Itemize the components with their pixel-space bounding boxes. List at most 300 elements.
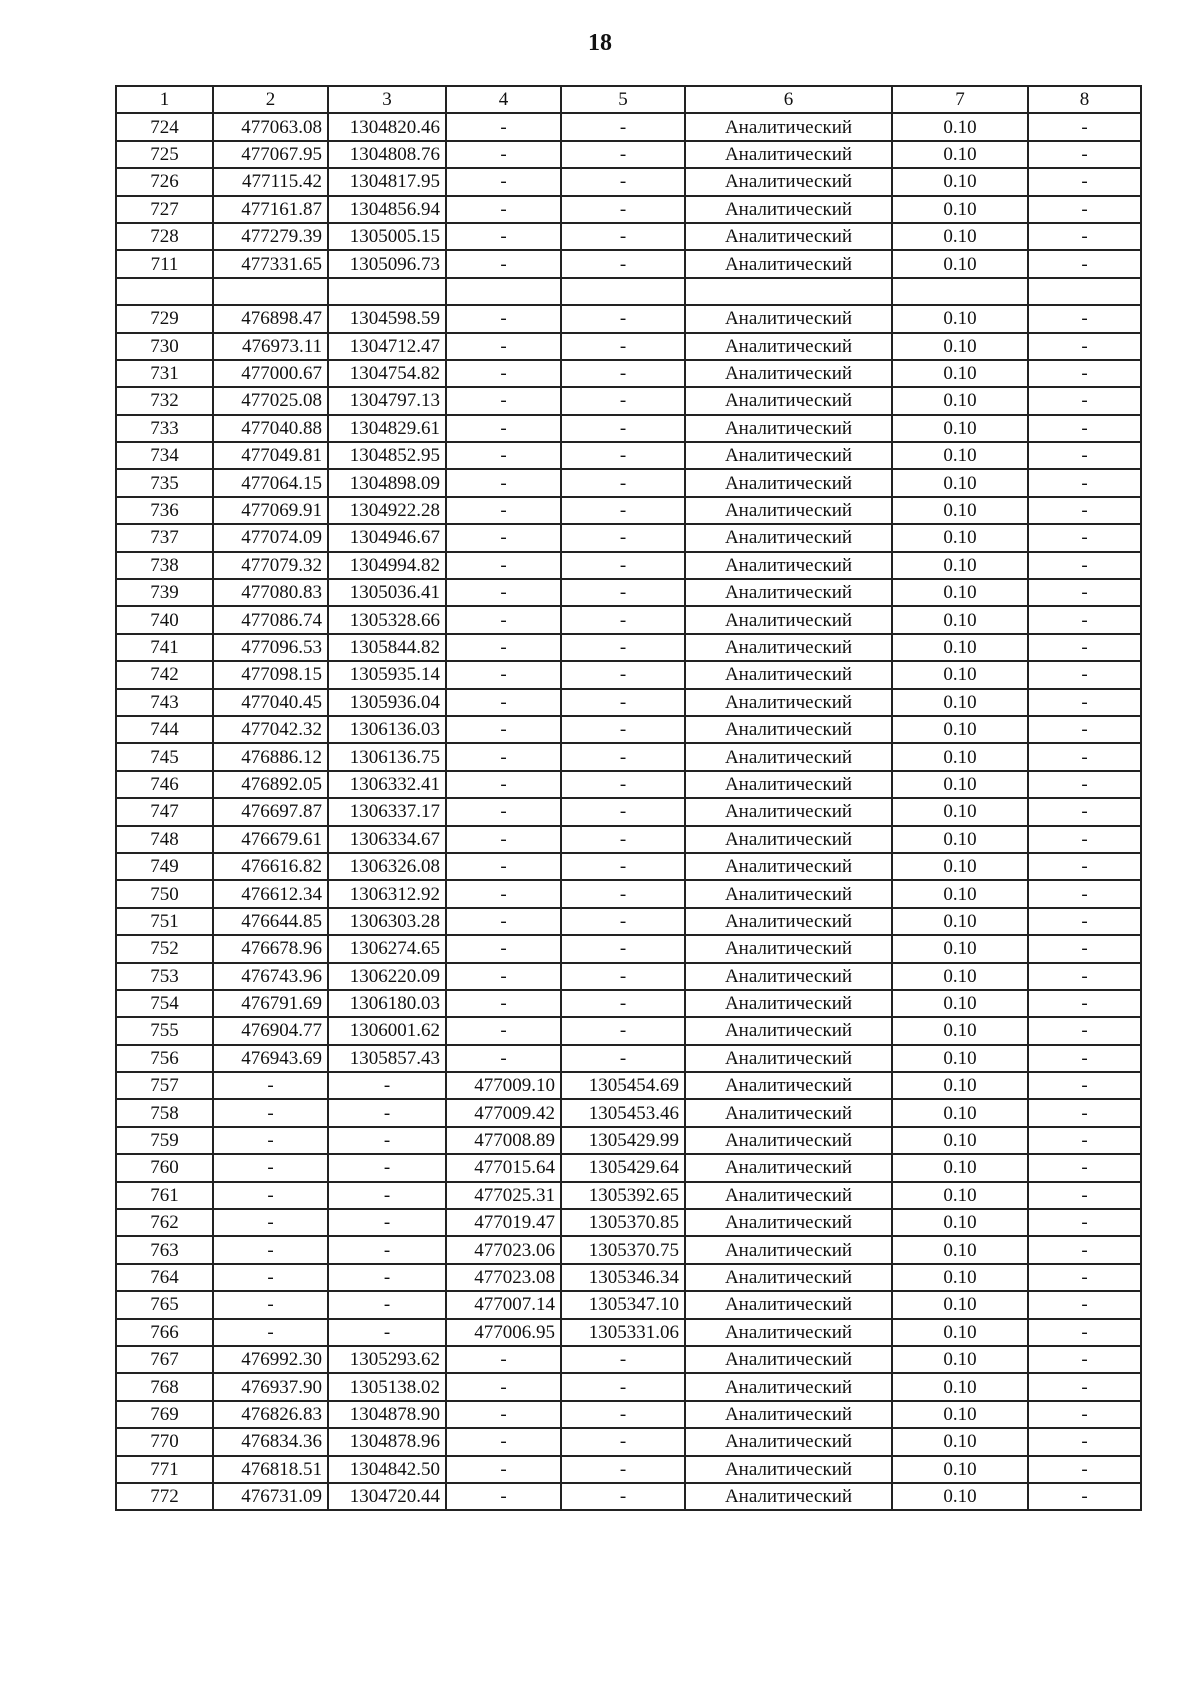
table-cell-col-2: 476644.85 <box>213 908 328 935</box>
table-cell-col-4: - <box>446 196 561 223</box>
table-row <box>116 853 1141 880</box>
table-cell-col-1: 772 <box>116 1483 213 1510</box>
table-cell-col-6: Аналитический <box>685 853 892 880</box>
table-cell-col-6: Аналитический <box>685 1319 892 1346</box>
table-cell-col-2: 476731.09 <box>213 1483 328 1510</box>
table-cell-col-3: 1306220.09 <box>328 963 446 990</box>
table-cell-col-1: 732 <box>116 387 213 414</box>
table-cell-col-4: 477008.89 <box>446 1127 561 1154</box>
table-cell-col-6: Аналитический <box>685 552 892 579</box>
table-cell-col-2 <box>213 278 328 305</box>
table-cell-col-8: - <box>1028 716 1141 743</box>
table-cell-col-6: Аналитический <box>685 798 892 825</box>
table-row <box>116 1236 1141 1263</box>
table-cell-col-8: - <box>1028 963 1141 990</box>
column-header-1: 1 <box>116 86 213 113</box>
table-cell-col-5: - <box>561 1483 685 1510</box>
table-cell-col-3: 1306274.65 <box>328 935 446 962</box>
table-row <box>116 908 1141 935</box>
table-cell-col-8: - <box>1028 661 1141 688</box>
table-cell-col-5: 1305453.46 <box>561 1099 685 1126</box>
table-cell-col-2: - <box>213 1182 328 1209</box>
table-cell-col-1: 731 <box>116 360 213 387</box>
table-cell-col-5: - <box>561 1346 685 1373</box>
table-cell-col-5: - <box>561 1017 685 1044</box>
table-cell-col-5: - <box>561 716 685 743</box>
table-cell-col-2: - <box>213 1072 328 1099</box>
table-cell-col-4: - <box>446 1483 561 1510</box>
table-row <box>116 1154 1141 1181</box>
table-cell-col-1: 743 <box>116 689 213 716</box>
table-cell-col-7: 0.10 <box>892 1346 1028 1373</box>
table-cell-col-7: 0.10 <box>892 826 1028 853</box>
table-cell-col-3: 1306337.17 <box>328 798 446 825</box>
table-cell-col-7: 0.10 <box>892 963 1028 990</box>
table-cell-col-3: 1305844.82 <box>328 634 446 661</box>
table-cell-col-3: 1304922.28 <box>328 497 446 524</box>
table-cell-col-1: 711 <box>116 250 213 277</box>
table-cell-col-7: 0.10 <box>892 524 1028 551</box>
table-cell-col-5 <box>561 278 685 305</box>
table-cell-col-5: - <box>561 990 685 1017</box>
table-cell-col-4: - <box>446 1373 561 1400</box>
table-cell-col-6: Аналитический <box>685 1072 892 1099</box>
table-cell-col-8: - <box>1028 1045 1141 1072</box>
table-cell-col-4: - <box>446 360 561 387</box>
table-cell-col-1: 747 <box>116 798 213 825</box>
table-cell-col-2: - <box>213 1236 328 1263</box>
table-cell-col-6: Аналитический <box>685 579 892 606</box>
table-row <box>116 524 1141 551</box>
table-row <box>116 415 1141 442</box>
table-cell-col-2: 476743.96 <box>213 963 328 990</box>
table-cell-col-5: - <box>561 606 685 633</box>
table-cell-col-8: - <box>1028 853 1141 880</box>
table-cell-col-2: 476892.05 <box>213 771 328 798</box>
table-cell-col-7: 0.10 <box>892 990 1028 1017</box>
table-cell-col-6: Аналитический <box>685 1264 892 1291</box>
table-cell-col-1: 737 <box>116 524 213 551</box>
table-cell-col-6: Аналитический <box>685 524 892 551</box>
table-cell-col-7: 0.10 <box>892 634 1028 661</box>
table-cell-col-5: - <box>561 908 685 935</box>
table-cell-col-8: - <box>1028 442 1141 469</box>
table-cell-col-2: 477074.09 <box>213 524 328 551</box>
table-cell-col-7: 0.10 <box>892 1182 1028 1209</box>
column-header-4: 4 <box>446 86 561 113</box>
table-cell-col-3: 1305328.66 <box>328 606 446 633</box>
table-cell-col-7: 0.10 <box>892 415 1028 442</box>
table-cell-col-1: 739 <box>116 579 213 606</box>
table-cell-col-1: 724 <box>116 113 213 140</box>
table-cell-col-3: 1304808.76 <box>328 141 446 168</box>
table-cell-col-1: 749 <box>116 853 213 880</box>
table-cell-col-4: - <box>446 113 561 140</box>
table-cell-col-3: 1304820.46 <box>328 113 446 140</box>
table-row <box>116 387 1141 414</box>
table-cell-col-4: - <box>446 743 561 770</box>
table-cell-col-2: 476678.96 <box>213 935 328 962</box>
table-cell-col-1: 753 <box>116 963 213 990</box>
table-cell-col-6: Аналитический <box>685 415 892 442</box>
table-row <box>116 1373 1141 1400</box>
table-cell-col-7: 0.10 <box>892 223 1028 250</box>
table-cell-col-1: 726 <box>116 168 213 195</box>
table-row <box>116 469 1141 496</box>
table-cell-col-8: - <box>1028 1373 1141 1400</box>
table-cell-col-7: 0.10 <box>892 196 1028 223</box>
table-cell-col-4: - <box>446 689 561 716</box>
table-cell-col-4: 477009.10 <box>446 1072 561 1099</box>
table-row <box>116 1017 1141 1044</box>
table-row <box>116 1072 1141 1099</box>
table-cell-col-4: - <box>446 1045 561 1072</box>
table-row <box>116 963 1141 990</box>
table-cell-col-8: - <box>1028 1428 1141 1455</box>
table-cell-col-1: 741 <box>116 634 213 661</box>
table-cell-col-1: 738 <box>116 552 213 579</box>
table-cell-col-4: - <box>446 1346 561 1373</box>
table-row <box>116 1291 1141 1318</box>
table-cell-col-6: Аналитический <box>685 1017 892 1044</box>
table-cell-col-5: - <box>561 963 685 990</box>
table-cell-col-7: 0.10 <box>892 1401 1028 1428</box>
table-cell-col-7: 0.10 <box>892 1154 1028 1181</box>
table-cell-col-4: - <box>446 469 561 496</box>
table-row <box>116 1264 1141 1291</box>
table-cell-col-3: - <box>328 1072 446 1099</box>
table-cell-col-5: - <box>561 305 685 332</box>
table-cell-col-5: - <box>561 168 685 195</box>
table-cell-col-5: 1305346.34 <box>561 1264 685 1291</box>
table-cell-col-1: 764 <box>116 1264 213 1291</box>
table-cell-col-2: 476904.77 <box>213 1017 328 1044</box>
table-row <box>116 1319 1141 1346</box>
table-cell-col-3: - <box>328 1264 446 1291</box>
table-cell-col-5: - <box>561 798 685 825</box>
table-cell-col-1: 762 <box>116 1209 213 1236</box>
table-cell-col-3: - <box>328 1127 446 1154</box>
table-row <box>116 1346 1141 1373</box>
table-cell-col-1: 771 <box>116 1456 213 1483</box>
table-row <box>116 278 1141 305</box>
table-cell-col-1: 757 <box>116 1072 213 1099</box>
table-cell-col-1: 756 <box>116 1045 213 1072</box>
table-cell-col-5: - <box>561 1401 685 1428</box>
table-cell-col-4: 477025.31 <box>446 1182 561 1209</box>
table-cell-col-1: 729 <box>116 305 213 332</box>
table-cell-col-7 <box>892 278 1028 305</box>
table-cell-col-5: 1305429.64 <box>561 1154 685 1181</box>
table-cell-col-8: - <box>1028 990 1141 1017</box>
column-header-8: 8 <box>1028 86 1141 113</box>
table-cell-col-8: - <box>1028 798 1141 825</box>
table-cell-col-5: - <box>561 250 685 277</box>
table-cell-col-7: 0.10 <box>892 1099 1028 1126</box>
table-row <box>116 880 1141 907</box>
table-cell-col-7: 0.10 <box>892 1428 1028 1455</box>
table-cell-col-4: - <box>446 661 561 688</box>
table-cell-col-5: - <box>561 743 685 770</box>
table-cell-col-8: - <box>1028 1264 1141 1291</box>
column-header-7: 7 <box>892 86 1028 113</box>
table-cell-col-1: 763 <box>116 1236 213 1263</box>
table-row <box>116 1428 1141 1455</box>
table-cell-col-7: 0.10 <box>892 661 1028 688</box>
coordinates-table <box>115 85 1142 1511</box>
table-cell-col-5: - <box>561 524 685 551</box>
table-cell-col-1: 728 <box>116 223 213 250</box>
table-row <box>116 442 1141 469</box>
table-cell-col-5: 1305331.06 <box>561 1319 685 1346</box>
table-cell-col-7: 0.10 <box>892 1373 1028 1400</box>
table-cell-col-2: 477049.81 <box>213 442 328 469</box>
table-body <box>116 113 1141 1510</box>
table-cell-col-6: Аналитический <box>685 1182 892 1209</box>
table-cell-col-4: - <box>446 634 561 661</box>
table-cell-col-4: - <box>446 853 561 880</box>
table-cell-col-2: 476886.12 <box>213 743 328 770</box>
table-cell-col-5: - <box>561 634 685 661</box>
table-row <box>116 579 1141 606</box>
table-cell-col-5: - <box>561 333 685 360</box>
table-cell-col-7: 0.10 <box>892 1017 1028 1044</box>
table-cell-col-6: Аналитический <box>685 1045 892 1072</box>
table-cell-col-6: Аналитический <box>685 1154 892 1181</box>
table-cell-col-8: - <box>1028 305 1141 332</box>
table-cell-col-2: 476612.34 <box>213 880 328 907</box>
table-cell-col-7: 0.10 <box>892 880 1028 907</box>
table-cell-col-3: 1305036.41 <box>328 579 446 606</box>
table-cell-col-4 <box>446 278 561 305</box>
table-cell-col-3: 1304720.44 <box>328 1483 446 1510</box>
table-cell-col-3: 1306334.67 <box>328 826 446 853</box>
page-number: 18 <box>588 30 612 56</box>
table-cell-col-1: 768 <box>116 1373 213 1400</box>
table-cell-col-2: - <box>213 1099 328 1126</box>
table-cell-col-4: - <box>446 168 561 195</box>
table-cell-col-6: Аналитический <box>685 305 892 332</box>
table-row <box>116 716 1141 743</box>
table-cell-col-2: - <box>213 1319 328 1346</box>
table-cell-col-8: - <box>1028 223 1141 250</box>
table-cell-col-2: 476697.87 <box>213 798 328 825</box>
table-cell-col-6: Аналитический <box>685 223 892 250</box>
table-cell-col-3: 1306303.28 <box>328 908 446 935</box>
table-cell-col-4: - <box>446 990 561 1017</box>
table-cell-col-8: - <box>1028 1346 1141 1373</box>
table-cell-col-6: Аналитический <box>685 1428 892 1455</box>
table-cell-col-4: - <box>446 798 561 825</box>
table-cell-col-6: Аналитический <box>685 196 892 223</box>
table-row <box>116 1182 1141 1209</box>
table-cell-col-4: - <box>446 250 561 277</box>
table-row <box>116 689 1141 716</box>
table-cell-col-5: - <box>561 689 685 716</box>
table-cell-col-1: 725 <box>116 141 213 168</box>
table-cell-col-8: - <box>1028 826 1141 853</box>
table-cell-col-8 <box>1028 278 1141 305</box>
table-cell-col-1: 752 <box>116 935 213 962</box>
table-cell-col-7: 0.10 <box>892 1291 1028 1318</box>
table-cell-col-6: Аналитический <box>685 1209 892 1236</box>
table-cell-col-1: 748 <box>116 826 213 853</box>
table-row <box>116 113 1141 140</box>
table-row <box>116 360 1141 387</box>
table-cell-col-4: - <box>446 141 561 168</box>
table-cell-col-4: 477009.42 <box>446 1099 561 1126</box>
table-cell-col-5: - <box>561 387 685 414</box>
table-cell-col-8: - <box>1028 168 1141 195</box>
table-cell-col-4: 477023.08 <box>446 1264 561 1291</box>
table-cell-col-4: 477019.47 <box>446 1209 561 1236</box>
table-cell-col-1: 733 <box>116 415 213 442</box>
table-cell-col-6: Аналитический <box>685 250 892 277</box>
table-cell-col-6: Аналитический <box>685 634 892 661</box>
table-cell-col-6: Аналитический <box>685 333 892 360</box>
table-cell-col-5: - <box>561 497 685 524</box>
table-cell-col-6: Аналитический <box>685 1401 892 1428</box>
table-cell-col-3: 1305096.73 <box>328 250 446 277</box>
table-cell-col-4: 477015.64 <box>446 1154 561 1181</box>
table-cell-col-2: 476898.47 <box>213 305 328 332</box>
table-cell-col-5: 1305370.85 <box>561 1209 685 1236</box>
table-cell-col-7: 0.10 <box>892 1045 1028 1072</box>
table-cell-col-7: 0.10 <box>892 1483 1028 1510</box>
table-cell-col-6 <box>685 278 892 305</box>
table-cell-col-8: - <box>1028 1319 1141 1346</box>
table-cell-col-1: 767 <box>116 1346 213 1373</box>
table-cell-col-3: 1305935.14 <box>328 661 446 688</box>
table-cell-col-2: 477331.65 <box>213 250 328 277</box>
column-header-6: 6 <box>685 86 892 113</box>
table-cell-col-5: - <box>561 880 685 907</box>
table-row <box>116 798 1141 825</box>
table-cell-col-6: Аналитический <box>685 1099 892 1126</box>
table-cell-col-6: Аналитический <box>685 689 892 716</box>
table-cell-col-2: 476992.30 <box>213 1346 328 1373</box>
table-cell-col-8: - <box>1028 415 1141 442</box>
table-cell-col-6: Аналитический <box>685 661 892 688</box>
table-cell-col-7: 0.10 <box>892 1456 1028 1483</box>
table-cell-col-6: Аналитический <box>685 1483 892 1510</box>
table-cell-col-2: 476834.36 <box>213 1428 328 1455</box>
table-row <box>116 771 1141 798</box>
table-cell-col-4: 477006.95 <box>446 1319 561 1346</box>
table-row <box>116 743 1141 770</box>
table-cell-col-1: 751 <box>116 908 213 935</box>
table-cell-col-4: - <box>446 880 561 907</box>
table-row <box>116 1127 1141 1154</box>
table-cell-col-3: - <box>328 1099 446 1126</box>
table-row <box>116 634 1141 661</box>
table-cell-col-6: Аналитический <box>685 1236 892 1263</box>
table-cell-col-5: 1305454.69 <box>561 1072 685 1099</box>
table-cell-col-8: - <box>1028 387 1141 414</box>
table-cell-col-5: - <box>561 196 685 223</box>
table-cell-col-5: 1305392.65 <box>561 1182 685 1209</box>
table-cell-col-5: - <box>561 223 685 250</box>
table-cell-col-2: 477042.32 <box>213 716 328 743</box>
table-cell-col-6: Аналитический <box>685 141 892 168</box>
table-cell-col-1: 750 <box>116 880 213 907</box>
table-cell-col-4: - <box>446 606 561 633</box>
table-cell-col-4: - <box>446 1456 561 1483</box>
table-cell-col-6: Аналитический <box>685 497 892 524</box>
table-row <box>116 1456 1141 1483</box>
table-cell-col-7: 0.10 <box>892 141 1028 168</box>
table-cell-col-1: 765 <box>116 1291 213 1318</box>
table-cell-col-5: - <box>561 1373 685 1400</box>
table-cell-col-2: 476818.51 <box>213 1456 328 1483</box>
table-cell-col-6: Аналитический <box>685 935 892 962</box>
table-cell-col-7: 0.10 <box>892 1264 1028 1291</box>
table-cell-col-5: - <box>561 360 685 387</box>
table-cell-col-2: 477067.95 <box>213 141 328 168</box>
table-cell-col-8: - <box>1028 141 1141 168</box>
table-cell-col-8: - <box>1028 880 1141 907</box>
table-cell-col-1: 735 <box>116 469 213 496</box>
table-cell-col-7: 0.10 <box>892 113 1028 140</box>
table-cell-col-3: 1306136.75 <box>328 743 446 770</box>
table-cell-col-2: 477279.39 <box>213 223 328 250</box>
table-cell-col-2: - <box>213 1154 328 1181</box>
table-cell-col-3: 1304946.67 <box>328 524 446 551</box>
table-cell-col-6: Аналитический <box>685 908 892 935</box>
table-cell-col-3: 1306136.03 <box>328 716 446 743</box>
table-row <box>116 935 1141 962</box>
table-cell-col-3: 1304712.47 <box>328 333 446 360</box>
table-row <box>116 1401 1141 1428</box>
table-cell-col-8: - <box>1028 579 1141 606</box>
header-row <box>116 86 1141 113</box>
table-row <box>116 168 1141 195</box>
table-cell-col-5: - <box>561 469 685 496</box>
table-cell-col-2: 476826.83 <box>213 1401 328 1428</box>
table-cell-col-1 <box>116 278 213 305</box>
table-cell-col-4: 477007.14 <box>446 1291 561 1318</box>
table-cell-col-8: - <box>1028 1127 1141 1154</box>
table-cell-col-8: - <box>1028 360 1141 387</box>
table-row <box>116 497 1141 524</box>
table-cell-col-8: - <box>1028 1017 1141 1044</box>
table-row <box>116 141 1141 168</box>
table-cell-col-8: - <box>1028 333 1141 360</box>
table-cell-col-2: - <box>213 1291 328 1318</box>
table-cell-col-8: - <box>1028 1236 1141 1263</box>
table-cell-col-7: 0.10 <box>892 743 1028 770</box>
table-cell-col-4: - <box>446 963 561 990</box>
table-cell-col-7: 0.10 <box>892 1127 1028 1154</box>
table-cell-col-2: - <box>213 1127 328 1154</box>
table-cell-col-2: 477086.74 <box>213 606 328 633</box>
table-cell-col-7: 0.10 <box>892 469 1028 496</box>
table-cell-col-7: 0.10 <box>892 1319 1028 1346</box>
table-cell-col-8: - <box>1028 1154 1141 1181</box>
table-cell-col-7: 0.10 <box>892 771 1028 798</box>
table-cell-col-2: 477025.08 <box>213 387 328 414</box>
table-cell-col-1: 758 <box>116 1099 213 1126</box>
table-cell-col-8: - <box>1028 113 1141 140</box>
table-cell-col-2: 477000.67 <box>213 360 328 387</box>
table-cell-col-1: 744 <box>116 716 213 743</box>
table-cell-col-6: Аналитический <box>685 880 892 907</box>
table-cell-col-4: - <box>446 442 561 469</box>
table-cell-col-3: 1305293.62 <box>328 1346 446 1373</box>
table-cell-col-7: 0.10 <box>892 360 1028 387</box>
table-cell-col-2: 476973.11 <box>213 333 328 360</box>
table-cell-col-5: - <box>561 415 685 442</box>
